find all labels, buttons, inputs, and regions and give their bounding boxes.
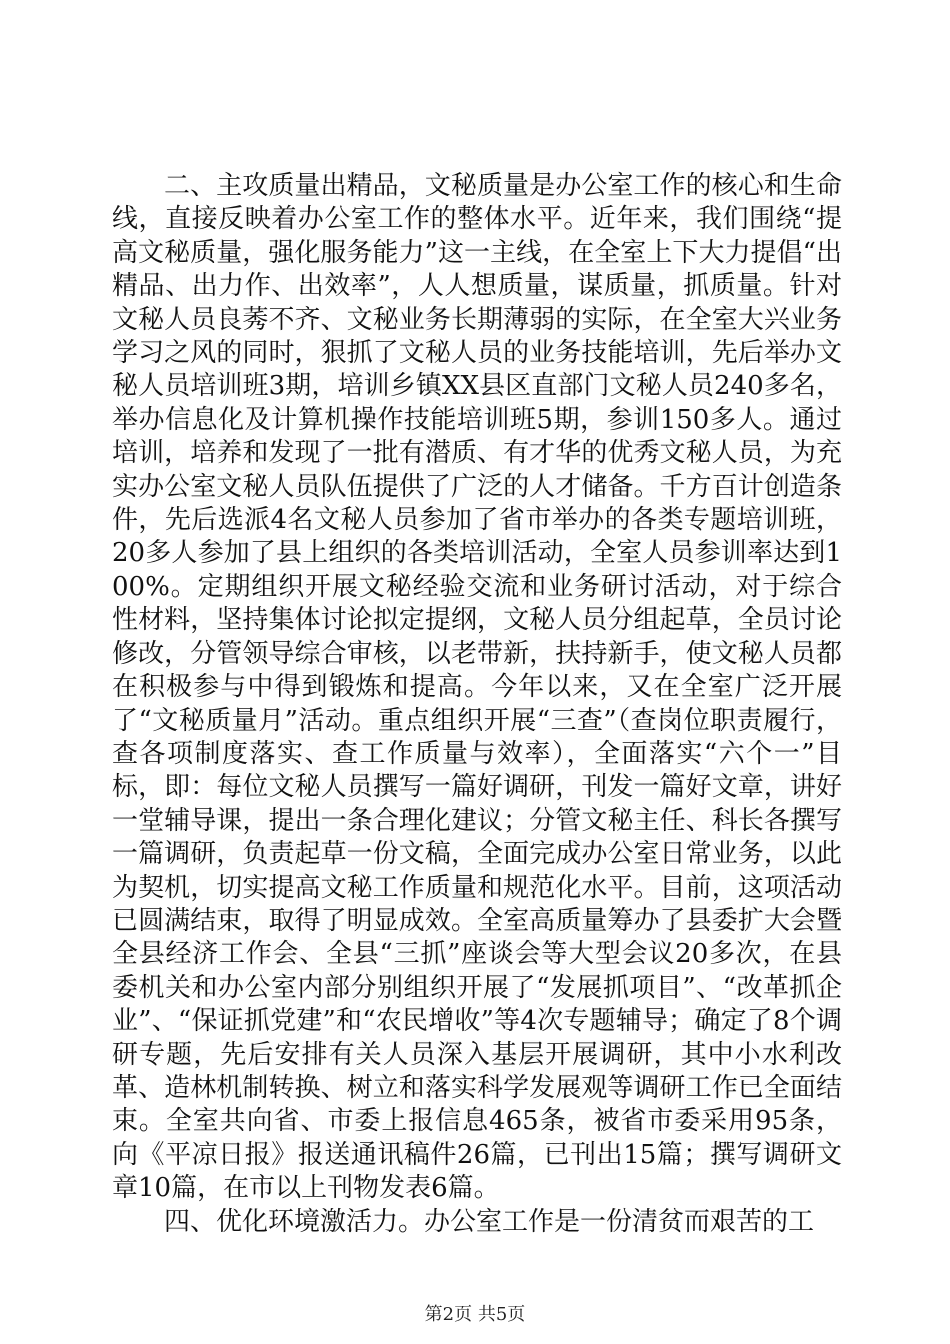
- paragraph-quality: 二、主攻质量出精品，文秘质量是办公室工作的核心和生命线，直接反映着办公室工作的整体水平。近年来，我们围绕“提高文秘质量，强化服务能力”这一主线，在全室上下大力提倡“出精品、出力作、出效率”，人人想质量，谋质量，抓质量。针对文秘人员良莠不齐、文秘业务长期薄弱的实际，在全室大兴业务学习之风的同时，狠抓了文秘人员的业务技能培训，先后举办文秘人员培训班3期，培训乡镇XX县区直部门文秘人员240多名，举办信息化及计算机操作技能培训班5期，参训150多人。通过培训，培养和发现了一批有潜质、有才华的优秀文秘人员，为充实办公室文秘人员队伍提供了广泛的人才储备。千方百计创造条件，先后选派4名文秘人员参加了省市举办的各类专题培训班，20多人参加了县上组织的各类培训活动，全室人员参训率达到100%。定期组织开展文秘经验交流和业务研讨活动，对于综合性材料，坚持集体讨论拟定提纲，文秘人员分组起草，全员讨论修改，分管领导综合审核，以老带新，扶持新手，使文秘人员都在积极参与中得到锻炼和提高。今年以来，又在全室广泛开展了“文秘质量月”活动。重点组织开展“三查”（查岗位职责履行，查各项制度落实、查工作质量与效率），全面落实“六个一”目标，即：每位文秘人员撰写一篇好调研，刊发一篇好文章，讲好一堂辅导课，提出一条合理化建议；分管文秘主任、科长各撰写一篇调研，负责起草一份文稿，全面完成办公室日常业务，以此为契机，切实提高文秘工作质量和规范化水平。目前，这项活动已圆满结束，取得了明显成效。全室高质量筹办了县委扩大会暨全县经济工作会、全县“三抓”座谈会等大型会议20多次，在县委机关和办公室内部分别组织开展了“发展抓项目”、“改革抓企业”、“保证抓党建”和“农民增收”等4次专题辅导；确定了8个调研专题，先后安排有关人员深入基层开展调研，其中小水利改革、造林机制转换、树立和落实科学发展观等调研工作已全面结束。全室共向省、市委上报信息465条，被省市委采用95条，向《平凉日报》报送通讯稿件26篇，已刊出15篇；撰写调研文章10篇，在市以上刊物发表6篇。: [112, 171, 842, 1204]
- paragraph-environment: 四、优化环境激活力。办公室工作是一份清贫而艰苦的工: [164, 1206, 815, 1237]
- document-body: [112, 170, 842, 1239]
- page-number-footer: 第2页 共5页: [424, 1304, 526, 1325]
